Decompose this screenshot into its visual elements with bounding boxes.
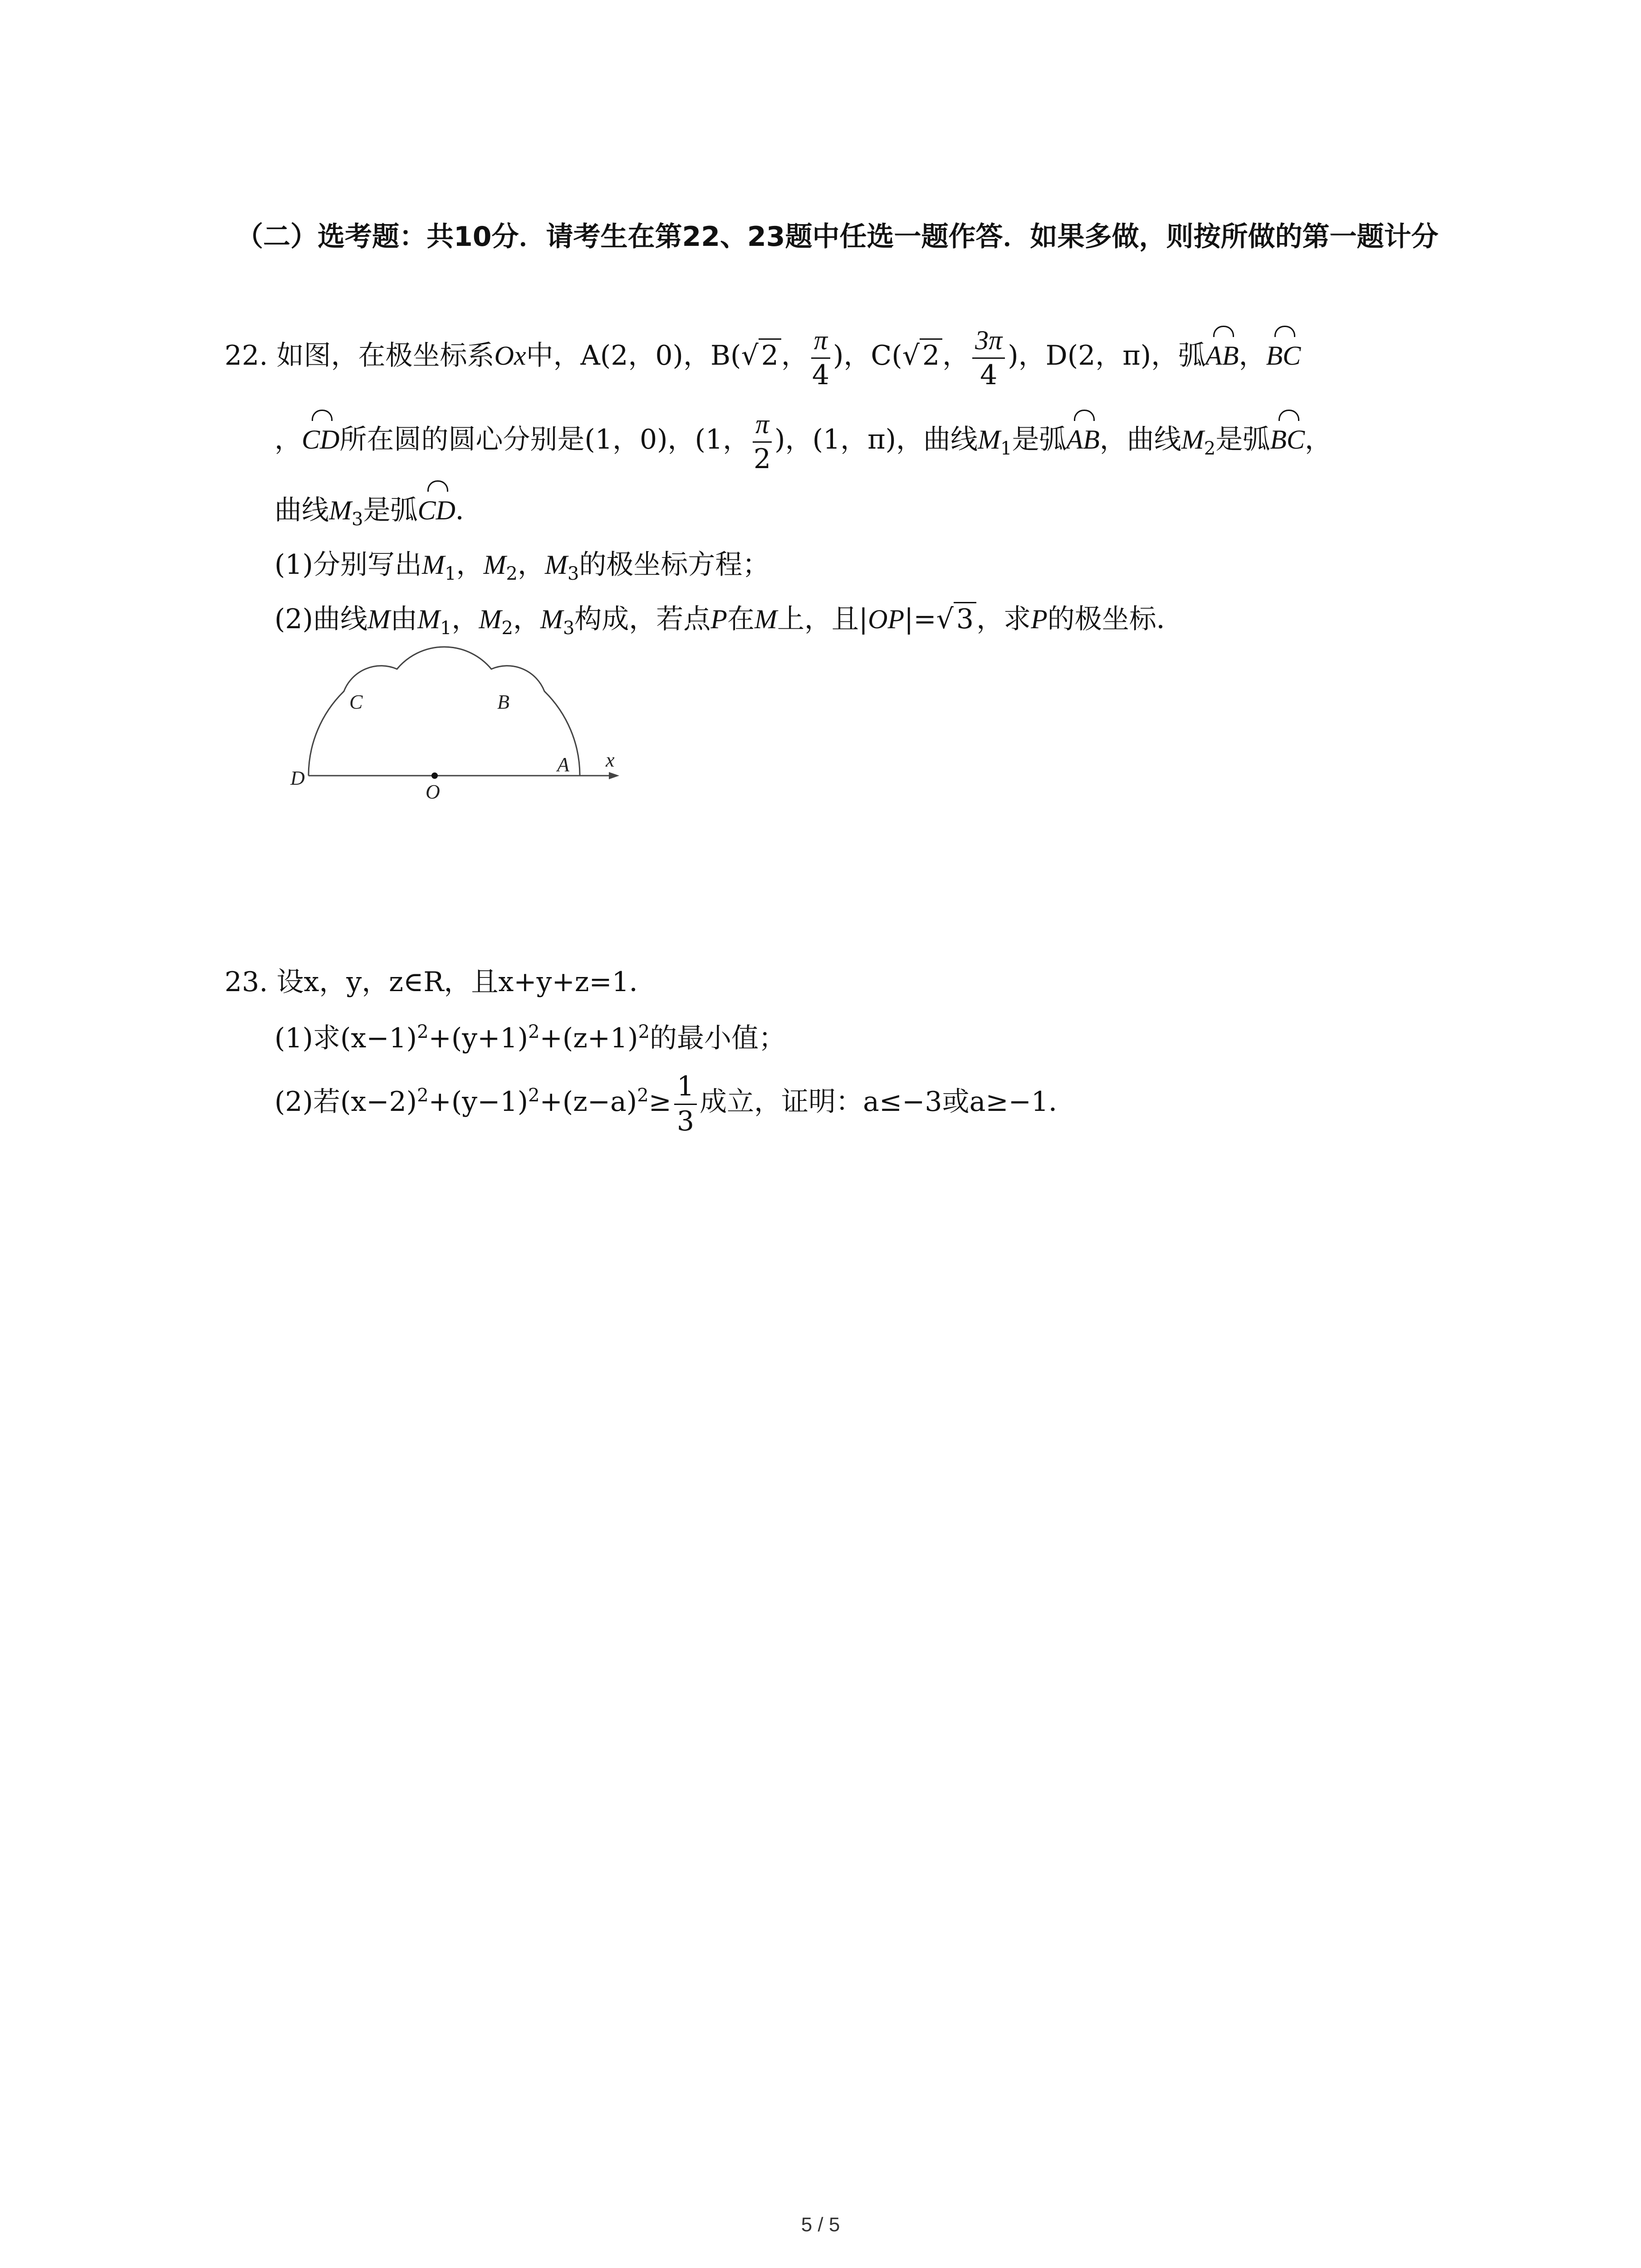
origin-dot xyxy=(431,772,438,779)
arc-AB: AB xyxy=(1205,337,1239,374)
arc-BC: BC xyxy=(1266,337,1301,374)
q22-line-3: 曲线$M_3$是弧CD． xyxy=(274,492,483,538)
label-D: D xyxy=(290,767,305,789)
q22-line-1: 22. 如图，在极坐标系Ox中，A(2，0)，B(√ 2 ， $\frac{\pi}{4}$ )，C(√ 2 ， $\frac{3\pi}{4}$ )，D(2，π)，弧AB，BC xyxy=(225,325,1301,391)
label-O: O xyxy=(426,781,440,803)
q23-part-1: (1)求$(x-1)^2+(y+1)^2+(z+1)^2$的最小值； xyxy=(274,1022,786,1054)
q23-line-1: 23. 设x，y，z∈R，且x+y+z=1． xyxy=(225,966,656,998)
fraction-pi-over-2: $\frac{\pi}{2}$ xyxy=(754,409,771,475)
q22-figure xyxy=(281,644,626,835)
x-axis-arrow-icon xyxy=(609,772,619,779)
label-A: A xyxy=(557,753,569,776)
arc-CD: CD xyxy=(302,421,339,458)
label-x: x xyxy=(606,749,615,771)
fraction-3pi-over-4: $\frac{3\pi}{4}$ xyxy=(972,327,1005,389)
q23-part-2: (2)若$(x-2)^2+(y-1)^2+(z-a)^2\ge$ $\frac{1}{3}$ 成立，证明：a≤−3或a≥−1． xyxy=(274,1070,1076,1137)
sqrt-3: √ 3 xyxy=(936,601,976,637)
q22-part-2: (2)曲线M由$M_1$，$M_2$，$M_3$构成，若点P在M上，且|OP|=√ 3 ，求P的极坐标． xyxy=(274,601,1184,646)
q22-number: 22. xyxy=(225,340,268,372)
page-number: 5 / 5 xyxy=(801,2214,840,2236)
q22-part-1: (1)分别写出$M_1$，$M_2$，$M_3$的极坐标方程； xyxy=(274,549,770,584)
fraction-1-over-3: $\frac{1}{3}$ xyxy=(674,1073,697,1135)
q23-number: 23. xyxy=(225,966,268,998)
q22-line-2: ，CD所在圆的圆心分别是(1，0)，(1， $\frac{\pi}{2}$ )，(1，π)，曲线$M_1$是弧AB，曲线$M_2$是弧BC， xyxy=(274,409,1332,475)
sqrt-2: √ 2 xyxy=(902,337,942,374)
section-heading: （二）选考题：共10分．请考生在第22、23题中任选一题作答．如果多做，则按所做的第一题计分 xyxy=(236,221,1439,253)
label-B: B xyxy=(497,691,509,713)
label-C: C xyxy=(349,691,363,713)
sqrt-2: √ 2 xyxy=(741,337,781,374)
fraction-pi-over-4: $\frac{\pi}{4}$ xyxy=(812,325,830,391)
